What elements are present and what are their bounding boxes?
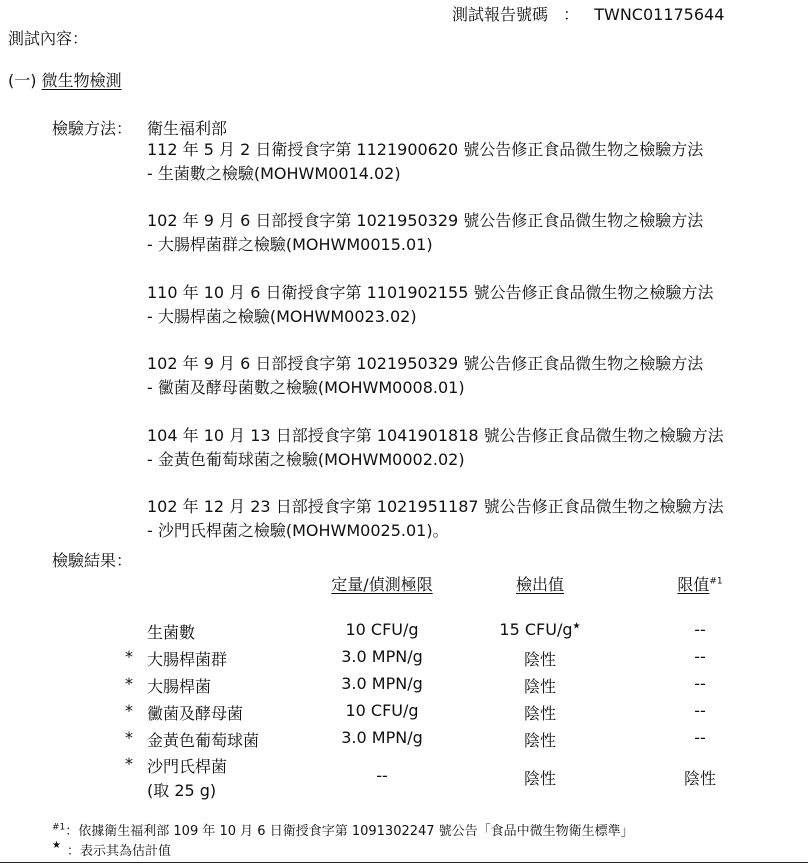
row-mark: *	[125, 728, 133, 747]
row-loq: 10 CFU/g	[345, 701, 419, 720]
report-number-line	[452, 2, 724, 25]
estimate-star: ★	[572, 621, 581, 632]
row-mark: *	[125, 674, 133, 693]
section-index: (一)	[8, 71, 37, 90]
row-item-name: 生菌數	[147, 623, 196, 642]
row-loq: 3.0 MPN/g	[341, 728, 423, 747]
method-entry	[147, 138, 703, 186]
footnote-ref: #1	[709, 576, 723, 587]
row-item-sample-note: (取 25 g)	[147, 781, 217, 800]
footnote-2-mark: ★	[52, 840, 61, 851]
footnote-1	[52, 820, 634, 839]
row-detected: 陰性	[523, 704, 556, 723]
method-entry	[147, 424, 724, 472]
row-limit: --	[694, 701, 706, 720]
section-title: 微生物檢測	[41, 71, 122, 90]
method-entry-line1: 104 年 10 月 13 日部授食字第 1041901818 號公告修正食品微生物之檢驗方法	[147, 426, 724, 445]
detected-value: 15 CFU/g	[499, 620, 573, 639]
method-entry-line2: - 大腸桿菌之檢驗(MOHWM0023.02)	[147, 307, 417, 326]
report-number: TWNC01175644	[594, 5, 725, 24]
footnote-1-text: ：依據衛生福利部 109 年 10 月 6 日衛授食字第 1091302247 號公告「食品中微生物衛生標準」	[65, 824, 634, 839]
method-entry-line1: 112 年 5 月 2 日衛授食字第 1121900620 號公告修正食品微生物之檢驗方法	[147, 140, 704, 159]
section-heading	[8, 68, 122, 91]
method-entry-line2: - 金黃色葡萄球菌之檢驗(MOHWM0002.02)	[147, 450, 465, 469]
row-limit: --	[694, 620, 706, 639]
row-mark: *	[125, 647, 133, 666]
limit-header-text: 限值	[677, 575, 710, 594]
method-entry-line2: - 生菌數之檢驗(MOHWM0014.02)	[147, 164, 401, 183]
column-header-limit	[650, 572, 750, 595]
row-detected: 陰性	[523, 650, 556, 669]
row-loq: 10 CFU/g	[345, 620, 419, 639]
results-label: 檢驗結果：	[52, 551, 133, 570]
method-entry-line2: - 沙門氏桿菌之檢驗(MOHWM0025.01)。	[147, 521, 449, 540]
row-detected: 陰性	[523, 677, 556, 696]
row-limit: --	[694, 674, 706, 693]
column-header-detected: 檢出值	[515, 575, 564, 594]
method-entry-line1: 102 年 12 月 23 日部授食字第 1021951187 號公告修正食品微生物之檢驗方法	[147, 497, 724, 516]
row-mark: *	[125, 754, 133, 773]
report-number-separator: ：	[563, 5, 580, 24]
method-entry-line1: 102 年 9 月 6 日部授食字第 1021950329 號公告修正食品微生物之檢驗方法	[147, 211, 704, 230]
method-label: 檢驗方法：	[52, 119, 133, 138]
report-number-label: 測試報告號碼	[452, 5, 549, 24]
method-entry-line2: - 黴菌及酵母菌數之檢驗(MOHWM0008.01)	[147, 378, 465, 397]
method-entry	[147, 209, 703, 257]
method-entry-line2: - 大腸桿菌群之檢驗(MOHWM0015.01)	[147, 235, 433, 254]
row-mark: *	[125, 701, 133, 720]
row-loq: 3.0 MPN/g	[341, 674, 423, 693]
method-entry	[147, 495, 724, 543]
method-entry-line1: 102 年 9 月 6 日部授食字第 1021950329 號公告修正食品微生物之檢驗方法	[147, 354, 704, 373]
method-entry	[147, 352, 703, 400]
footnote-2	[52, 840, 171, 859]
method-entry-line1: 110 年 10 月 6 日衛授食字第 1101902155 號公告修正食品微生物之檢驗方法	[147, 283, 714, 302]
bottom-rule	[0, 862, 808, 863]
row-detected: 陰性	[523, 769, 556, 788]
row-detected	[480, 620, 600, 639]
row-item-name: 黴菌及酵母菌	[147, 704, 244, 723]
footnote-1-mark: #1	[52, 822, 66, 833]
row-limit: 陰性	[683, 769, 716, 788]
row-item-name: 大腸桿菌	[147, 677, 212, 696]
row-item-name: 沙門氏桿菌	[147, 757, 228, 776]
row-item-name: 大腸桿菌群	[147, 650, 228, 669]
method-authority: 衛生福利部	[147, 119, 228, 138]
row-loq: 3.0 MPN/g	[341, 647, 423, 666]
row-limit: --	[694, 728, 706, 747]
row-limit: --	[694, 647, 706, 666]
footnote-2-text: ：表示其為估計值	[66, 844, 171, 859]
column-header-loq: 定量/偵測極限	[331, 575, 433, 594]
row-detected: 陰性	[523, 731, 556, 750]
row-item-name: 金黃色葡萄球菌	[147, 731, 260, 750]
row-loq: --	[376, 766, 388, 785]
test-content-label: 測試內容：	[8, 29, 89, 48]
method-entry	[147, 281, 713, 329]
